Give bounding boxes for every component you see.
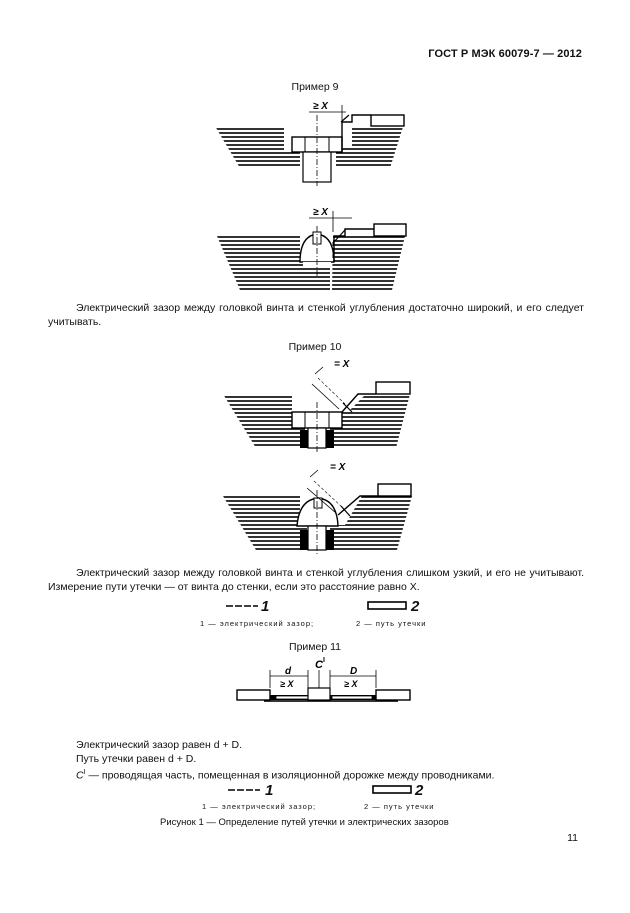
note-line-3-text: — проводящая часть, помещенная в изоляционной дорожке между проводниками. (85, 769, 495, 782)
page-number: 11 (567, 832, 578, 844)
base-right-hatch (330, 496, 412, 550)
example-9-description: Электрический зазор между головкой винта и стенкой углубления достаточно широкий, и его следует учитывать. (48, 302, 584, 328)
dim-label: = X (334, 359, 350, 370)
example-9-title: Пример 9 (291, 81, 339, 93)
note-line-2: Путь утечки равен d + D. (76, 753, 197, 765)
legend-2-num-2: 2 (415, 782, 424, 799)
example-9-drawing-b (217, 207, 406, 290)
example-10-title: Пример 10 (288, 341, 342, 353)
legend-1-label-2: 2 — путь утечки (356, 619, 427, 628)
conductor-strip (374, 224, 406, 236)
legend-1-num-1: 1 (261, 598, 270, 615)
label-gx-right: ≥ X (344, 679, 358, 689)
note-symbol-c: C (76, 769, 84, 782)
label-D: D (350, 666, 358, 677)
conductor-strip (371, 115, 404, 126)
example-11-drawing (237, 657, 410, 702)
label-C: C (315, 659, 323, 671)
example-10-drawing-b (223, 462, 412, 556)
legend-1-label-1: 1 — электрический зазор; (200, 619, 315, 628)
base-left-hatch (223, 496, 307, 550)
legend-1-num-2: 2 (411, 598, 420, 615)
label-C-sup: I (323, 657, 325, 664)
legend-2-label-2: 2 — путь утечки (364, 802, 435, 811)
note-line-3 (76, 766, 494, 783)
base-right-hatch (336, 127, 403, 168)
example-9-drawing-a (215, 101, 404, 186)
example-11-title: Пример 11 (289, 641, 341, 653)
note-symbol-sup: I (83, 769, 86, 776)
conductive-part-ci (308, 688, 330, 700)
legend-2-label-1: 1 — электрический зазор; (202, 802, 317, 811)
conductor-strip (378, 484, 411, 496)
example-10-description: Электрический зазор между головкой винта и стенкой углубления слишком узкий, и его не учитывают. Измерение пути утечки — от винта до стенки, если это расстояние равно X. (48, 567, 584, 593)
figure-caption: Рисунок 1 — Определение путей утечки и электрических зазоров (160, 817, 449, 828)
dim-label: ≥ X (313, 101, 328, 112)
left-conductor (237, 690, 270, 700)
conductor-strip (376, 382, 410, 394)
example-10-drawing-a (223, 359, 410, 454)
note-line-1: Электрический зазор равен d + D. (76, 739, 243, 751)
base-right-hatch (332, 236, 405, 290)
document-header: ГОСТ Р МЭК 60079-7 — 2012 (428, 48, 582, 60)
dim-label: = X (330, 462, 346, 473)
legend-creepage-box (373, 786, 411, 793)
legend-2-num-1: 1 (265, 782, 274, 799)
dim-label: ≥ X (313, 207, 328, 218)
label-gx-left: ≥ X (280, 679, 294, 689)
legend-1-marks (226, 602, 406, 609)
label-d: d (285, 666, 292, 677)
legend-2-marks (228, 786, 411, 793)
legend-creepage-box (368, 602, 406, 609)
right-conductor (376, 690, 410, 700)
